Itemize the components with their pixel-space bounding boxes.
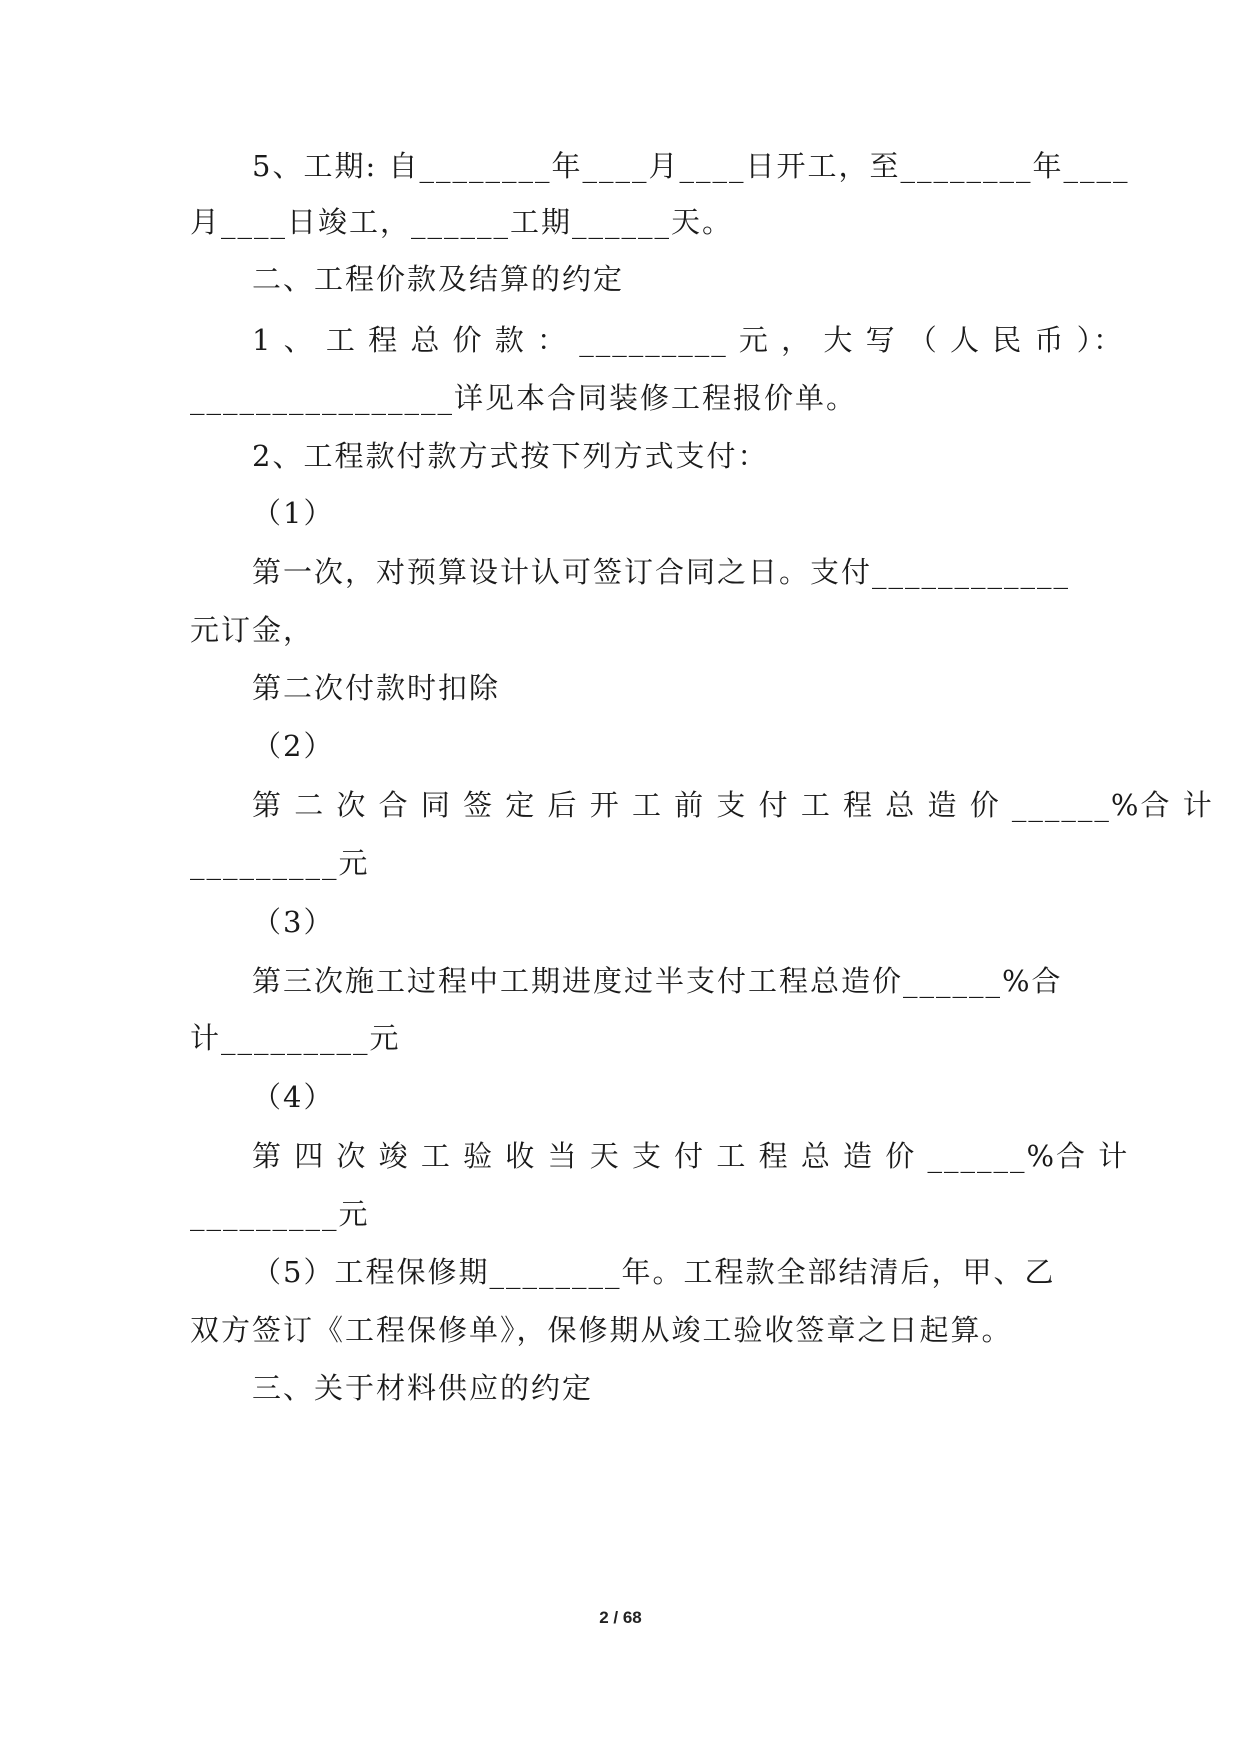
list-number: （3） (252, 905, 335, 939)
paragraph-line: 元订金， (190, 613, 315, 647)
paragraph-line: 月____日竣工，______工期______天。 (190, 205, 734, 239)
section-heading: 三、关于材料供应的约定 (252, 1371, 594, 1405)
paragraph-line: 第 四 次 竣 工 验 收 当 天 支 付 工 程 总 造 价 ______%合 计 (252, 1139, 1130, 1173)
paragraph-line: _________元 (190, 1197, 370, 1231)
paragraph-line: 第一次，对预算设计认可签订合同之日。支付____________ (252, 555, 1071, 589)
section-heading: 二、工程价款及结算的约定 (252, 262, 625, 296)
list-number: （2） (252, 729, 335, 763)
paragraph-line: （5）工程保修期________年。工程款全部结清后，甲、乙 (252, 1255, 1056, 1289)
paragraph-line: 2、工程款付款方式按下列方式支付： (252, 439, 769, 473)
paragraph-line: ________________详见本合同装修工程报价单。 (190, 381, 858, 415)
page-number: 2 / 68 (599, 1608, 642, 1627)
paragraph-line: 第三次施工过程中工期进度过半支付工程总造价______%合 (252, 964, 1063, 998)
paragraph-line: 1 、 工 程 总 价 款 ： _________ 元 ， 大 写 （ 人 民 币 ）： (252, 323, 1125, 357)
paragraph-line: 计_________元 (190, 1021, 401, 1055)
paragraph-line: 第二次付款时扣除 (252, 671, 501, 705)
list-number: （1） (252, 496, 335, 530)
paragraph-line: 5、工期: 自________年____月____日开工，至________年____ (252, 149, 1130, 183)
paragraph-line: 双方签订《工程保修单》，保修期从竣工验收签章之日起算。 (190, 1313, 1013, 1347)
list-number: （4） (252, 1080, 335, 1114)
paragraph-line: 第 二 次 合 同 签 定 后 开 工 前 支 付 工 程 总 造 价 ______%合 计 (252, 788, 1214, 822)
paragraph-line: _________元 (190, 846, 370, 880)
